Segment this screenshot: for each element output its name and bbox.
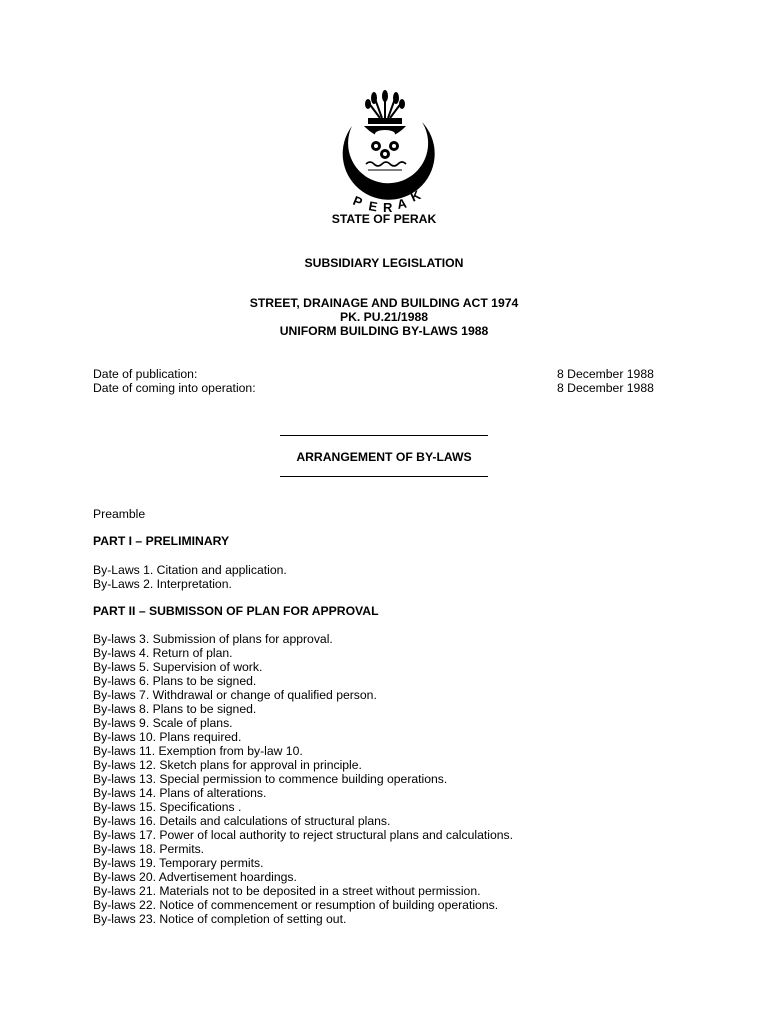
list-item: By-laws 15. Specifications . (93, 800, 242, 814)
list-item: By-laws 21. Materials not to be deposited in a street without permission. (93, 884, 481, 898)
part-2-list (93, 632, 513, 926)
list-item: By-laws 19. Temporary permits. (93, 856, 264, 870)
document-title: UNIFORM BUILDING BY-LAWS 1988 (279, 324, 489, 338)
perak-crest-icon (330, 88, 440, 216)
arrangement-heading: ARRANGEMENT OF BY-LAWS (296, 450, 472, 464)
svg-text:P: P (350, 192, 365, 211)
list-item: By-laws 6. Plans to be signed. (93, 674, 257, 688)
list-item: By-laws 17. Power of local authority to reject structural plans and calculations. (93, 828, 513, 842)
publication-date-label: Date of publication: (93, 367, 198, 381)
list-item: By-laws 5. Supervision of work. (93, 660, 263, 674)
list-item: By-laws 8. Plans to be signed. (93, 702, 257, 716)
divider-bottom (280, 476, 488, 477)
subsidiary-legislation-title: SUBSIDIARY LEGISLATION (304, 256, 464, 270)
preamble: Preamble (93, 507, 146, 521)
svg-text:K: K (408, 187, 423, 205)
divider-top (280, 435, 488, 436)
list-item: By-laws 22. Notice of commencement or resumption of building operations. (93, 898, 499, 912)
list-item: By-laws 20. Advertisement hoardings. (93, 870, 297, 884)
list-item: By-laws 9. Scale of plans. (93, 716, 233, 730)
list-item: By-laws 18. Permits. (93, 842, 205, 856)
list-item: By-laws 10. Plans required. (93, 730, 242, 744)
part-2-heading: PART II – SUBMISSON OF PLAN FOR APPROVAL (93, 604, 379, 618)
operation-date-label: Date of coming into operation: (93, 381, 256, 395)
svg-text:A: A (395, 195, 408, 212)
list-item: By-laws 23. Notice of completion of setting out. (93, 912, 347, 926)
list-item: By-Laws 1. Citation and application. (93, 563, 287, 577)
act-reference: PK. PU.21/1988 (339, 310, 429, 324)
act-title: STREET, DRAINAGE AND BUILDING ACT 1974 (249, 296, 519, 310)
list-item: By-laws 16. Details and calculations of structural plans. (93, 814, 391, 828)
state-title: STATE OF PERAK (331, 212, 437, 226)
svg-text:E: E (367, 198, 379, 215)
list-item: By-laws 7. Withdrawal or change of qualified person. (93, 688, 377, 702)
list-item: By-laws 12. Sketch plans for approval in principle. (93, 758, 362, 772)
list-item: By-laws 14. Plans of alterations. (93, 786, 267, 800)
list-item: By-laws 4. Return of plan. (93, 646, 233, 660)
svg-text:R: R (383, 200, 393, 215)
operation-date-value: 8 December 1988 (557, 381, 654, 395)
list-item: By-laws 3. Submission of plans for approval. (93, 632, 333, 646)
part-1-list (93, 563, 287, 591)
list-item: By-laws 11. Exemption from by-law 10. (93, 744, 303, 758)
list-item: By-Laws 2. Interpretation. (93, 577, 232, 591)
publication-date-value: 8 December 1988 (557, 367, 654, 381)
part-1-heading: PART I – PRELIMINARY (93, 534, 230, 548)
list-item: By-laws 13. Special permission to commence building operations. (93, 772, 448, 786)
